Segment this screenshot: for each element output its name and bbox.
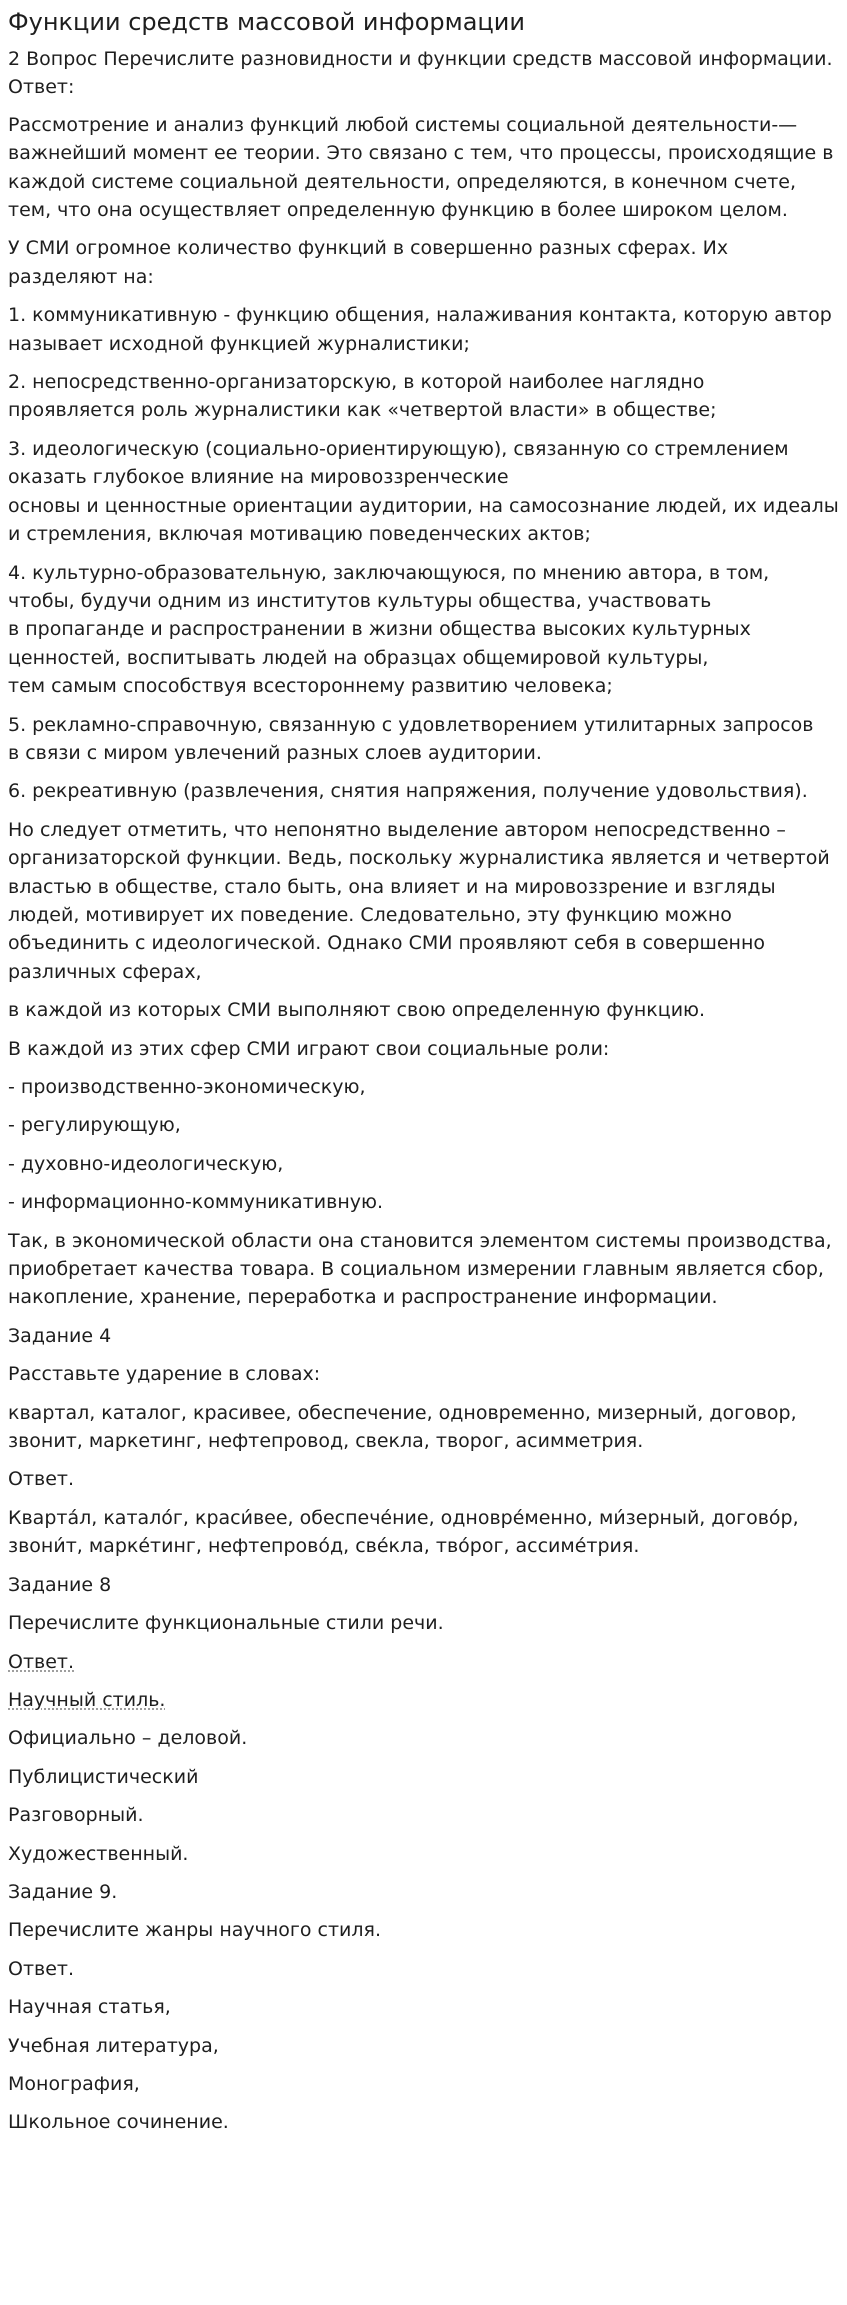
answer-label: Ответ.	[8, 1468, 75, 1491]
task-question: Расставьте ударение в словах:	[8, 1363, 321, 1386]
text-paragraph: в каждой из которых СМИ выполняют свою определенную функцию.	[8, 999, 706, 1022]
list-item: Научная статья,	[8, 1996, 171, 2019]
list-item: 1. коммуникативную - функцию общения, налаживания контакта, которую автор называет исходной функцией журналистики;	[8, 304, 832, 355]
task-heading: Задание 9.	[8, 1880, 118, 1903]
stressed-word-list: Кварта́л, катало́г, краси́вее, обеспече́ние, одновре́менно, ми́зерный, догово́р, звони́т, марке́тинг, нефтепрово́д, све́кла, тво́рог, ассиме́трия.	[8, 1506, 799, 1558]
text-paragraph: В каждой из этих сфер СМИ играют свои социальные роли:	[8, 1037, 610, 1060]
list-item: Научный стиль.	[8, 1688, 166, 1711]
text-paragraph: Рассмотрение и анализ функций любой системы социальной деятельности-— важнейший момент ее теории. Это связано с тем, что процессы, происходящие в каждой системе социальной деятельности, определяются, в конечном счете, тем, что она осуществляет определенную функцию в более широком целом.	[8, 113, 834, 222]
list-item: Монография,	[8, 2072, 140, 2095]
list-item: Художественный.	[8, 1842, 189, 1865]
list-item: 6. рекреативную (развлечения, снятия напряжения, получение удовольствия).	[8, 780, 808, 803]
word-list: квартал, каталог, красивее, обеспечение, одновременно, мизерный, договор, звонит, маркетинг, нефтепровод, свекла, творог, асимметрия.	[8, 1401, 797, 1453]
list-item: 4. культурно-образовательную, заключающуюся, по мнению автора, в том, чтобы, будучи одним из институтов культуры общества, участвовать в пропаганде и распространении в жизни общества высоких культурных ценностей, воспитывать людей на образцах общемировой культуры, тем самым способствуя всестороннему развитию человека;	[8, 561, 770, 698]
text-paragraph: Так, в экономической области она становится элементом системы производства, приобретает качества товара. В социальном измерении главным является сбор, накопление, хранение, переработка и распространение информации.	[8, 1229, 832, 1309]
list-item: Разговорный.	[8, 1804, 144, 1827]
text-paragraph: У СМИ огромное количество функций в совершенно разных сферах. Их разделяют на:	[8, 237, 729, 288]
list-item: - информационно-коммуникативную.	[8, 1191, 384, 1214]
page-title: Функции средств массовой информации	[8, 8, 525, 36]
list-item: Школьное сочинение.	[8, 2111, 229, 2134]
task-heading: Задание 4	[8, 1324, 112, 1347]
list-item: - производственно-экономическую,	[8, 1076, 366, 1098]
question-paragraph: 2 Вопрос Перечислите разновидности и функции средств массовой информации. Ответ:	[8, 48, 833, 99]
task-question: Перечислите функциональные стили речи.	[8, 1612, 444, 1635]
list-item: 3. идеологическую (социально-ориентирующую), связанную со стремлением оказать глубокое влияние на мировоззренческие основы и ценностные ориентации аудитории, на самосознание людей, их идеалы и стремления, включая мотивацию поведенческих актов;	[8, 437, 839, 546]
list-item: Официально – деловой.	[8, 1727, 248, 1750]
text-paragraph: Но следует отметить, что непонятно выделение автором непосредственно – организаторской функции. Ведь, поскольку журналистика является и четвертой властью в обществе, стало быть, она влияет и на мировоззрение и взгляды людей, мотивирует их поведение. Следовательно, эту функцию можно объединить с идеологической. Однако СМИ проявляют себя в совершенно различных сферах,	[8, 818, 830, 983]
answer-label: Ответ.	[8, 1650, 75, 1673]
list-item: 5. рекламно-справочную, связанную с удовлетворением утилитарных запросов в связи с миром увлечений разных слоев аудитории.	[8, 713, 814, 764]
list-item: Публицистический	[8, 1765, 199, 1788]
list-item: Учебная литература,	[8, 2034, 219, 2057]
answer-label: Ответ.	[8, 1957, 75, 1980]
list-item: - регулирующую,	[8, 1114, 181, 1137]
task-question: Перечислите жанры научного стиля.	[8, 1919, 382, 1942]
task-heading: Задание 8	[8, 1573, 112, 1596]
list-item: - духовно-идеологическую,	[8, 1152, 284, 1175]
list-item: 2. непосредственно-организаторскую, в которой наиболее наглядно проявляется роль журналистики как «четвертой власти» в обществе;	[8, 371, 717, 422]
